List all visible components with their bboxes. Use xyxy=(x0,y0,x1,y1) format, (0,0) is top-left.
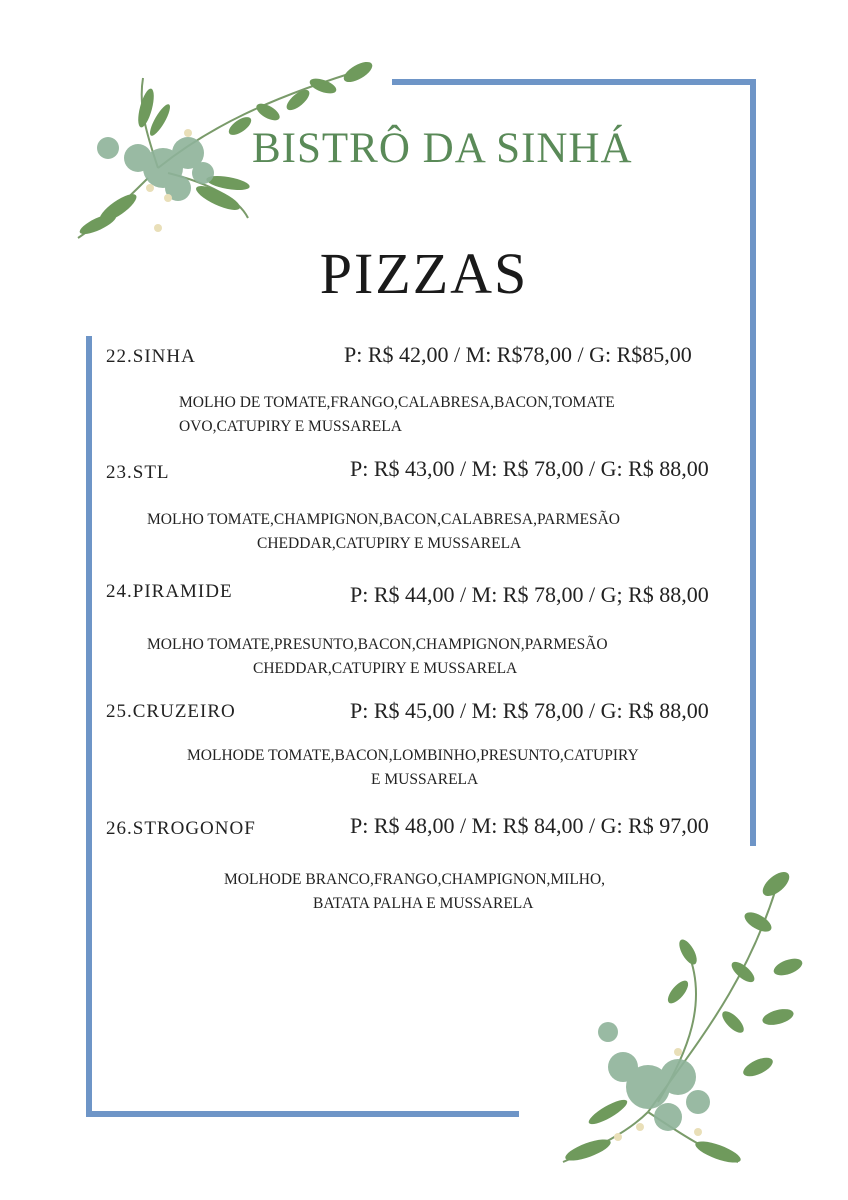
pizza-name: 25.CRUZEIRO xyxy=(106,701,236,722)
pizza-price: P: R$ 45,00 / M: R$ 78,00 / G: R$ 88,00 xyxy=(350,698,709,723)
restaurant-name: BISTRÔ DA SINHÁ xyxy=(252,125,633,172)
frame-top-border xyxy=(392,79,756,85)
pizza-name: 26.STROGONOF xyxy=(106,818,256,839)
description-line: OVO,CATUPIRY E MUSSARELA xyxy=(179,418,402,435)
frame-left-border xyxy=(86,336,92,1117)
pizza-price: P: R$ 48,00 / M: R$ 84,00 / G: R$ 97,00 xyxy=(350,813,709,838)
pizza-name: 22.SINHA xyxy=(106,346,196,367)
section-title: PIZZAS xyxy=(319,241,529,306)
pizza-description xyxy=(100,633,750,681)
description-line: MOLHODE TOMATE,BACON,LOMBINHO,PRESUNTO,CATUPIRY xyxy=(187,747,639,764)
description-line: MOLHO TOMATE,PRESUNTO,BACON,CHAMPIGNON,PARMESÃO xyxy=(147,636,608,653)
eucalyptus-branch-icon xyxy=(548,862,818,1172)
frame-right-border xyxy=(750,79,756,846)
description-line: MOLHODE BRANCO,FRANGO,CHAMPIGNON,MILHO, xyxy=(224,871,606,888)
description-line: E MUSSARELA xyxy=(371,771,479,788)
pizza-price: P: R$ 44,00 / M: R$ 78,00 / G; R$ 88,00 xyxy=(350,582,709,607)
description-line: MOLHO TOMATE,CHAMPIGNON,BACON,CALABRESA,PARMESÃO xyxy=(147,511,620,528)
frame-bottom-border xyxy=(86,1111,519,1117)
pizza-name: 24.PIRAMIDE xyxy=(106,581,233,602)
description-line: CHEDDAR,CATUPIRY E MUSSARELA xyxy=(257,535,522,552)
pizza-price: P: R$ 43,00 / M: R$ 78,00 / G: R$ 88,00 xyxy=(350,456,709,481)
pizza-description xyxy=(100,508,750,556)
pizza-description xyxy=(100,391,750,439)
pizza-name: 23.STL xyxy=(106,462,170,483)
description-line: MOLHO DE TOMATE,FRANGO,CALABRESA,BACON,TOMATE xyxy=(179,394,615,411)
description-line: BATATA PALHA E MUSSARELA xyxy=(313,895,534,912)
pizza-price: P: R$ 42,00 / M: R$78,00 / G: R$85,00 xyxy=(344,342,692,367)
pizza-description xyxy=(100,744,750,792)
description-line: CHEDDAR,CATUPIRY E MUSSARELA xyxy=(253,660,518,677)
